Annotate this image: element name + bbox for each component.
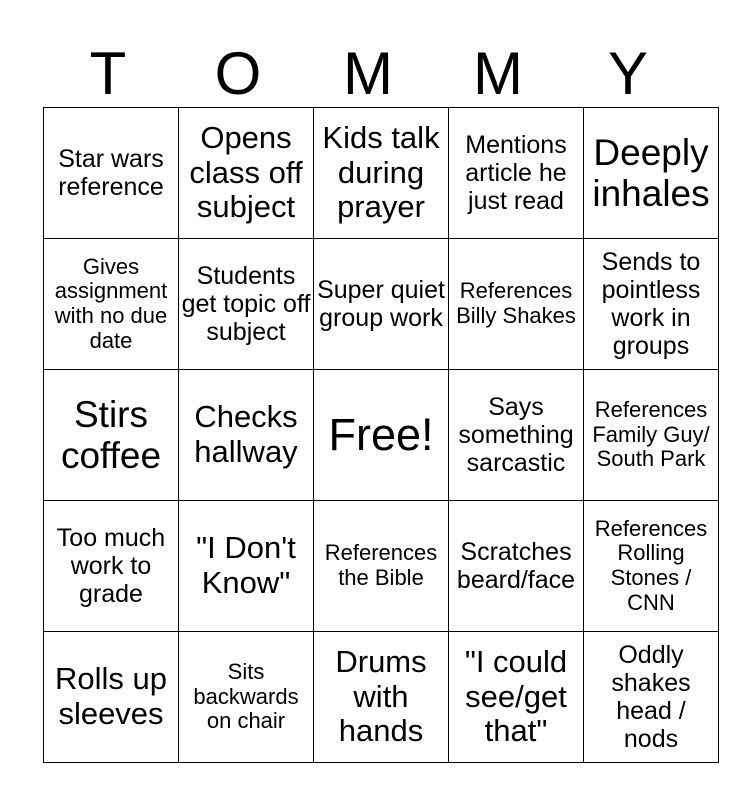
- header-letter-m-2: M: [473, 40, 523, 107]
- board-row: [44, 370, 719, 501]
- bingo-cell[interactable]: Rolls up sleeves: [44, 632, 179, 763]
- bingo-board: [43, 107, 719, 763]
- bingo-cell[interactable]: Sends to pointless work in groups: [584, 239, 719, 370]
- bingo-cell[interactable]: Says something sarcastic: [449, 370, 584, 501]
- bingo-cell[interactable]: References Family Guy/ South Park: [584, 370, 719, 501]
- bingo-cell[interactable]: Stirs coffee: [44, 370, 179, 501]
- bingo-cell[interactable]: References Rolling Stones / CNN: [584, 501, 719, 632]
- bingo-cell[interactable]: Mentions article he just read: [449, 108, 584, 239]
- bingo-cell[interactable]: Super quiet group work: [314, 239, 449, 370]
- header-letter-o: O: [214, 40, 262, 107]
- bingo-cell[interactable]: Kids talk during prayer: [314, 108, 449, 239]
- bingo-cell[interactable]: References Billy Shakes: [449, 239, 584, 370]
- bingo-cell[interactable]: Students get topic off subject: [179, 239, 314, 370]
- board-row: [44, 501, 719, 632]
- bingo-cell[interactable]: Scratches beard/face: [449, 501, 584, 632]
- bingo-cell[interactable]: "I Don't Know": [179, 501, 314, 632]
- bingo-header: [43, 40, 693, 108]
- free-cell[interactable]: Free!: [314, 370, 449, 501]
- bingo-cell[interactable]: "I could see/get that": [449, 632, 584, 763]
- bingo-cell[interactable]: Too much work to grade: [44, 501, 179, 632]
- board-row: [44, 632, 719, 763]
- bingo-cell[interactable]: Oddly shakes head / nods: [584, 632, 719, 763]
- bingo-cell[interactable]: Checks hallway: [179, 370, 314, 501]
- header-letter-m: M: [343, 40, 393, 107]
- header-letter-y: Y: [607, 40, 649, 107]
- bingo-cell[interactable]: Opens class off subject: [179, 108, 314, 239]
- bingo-cell[interactable]: Sits backwards on chair: [179, 632, 314, 763]
- bingo-cell[interactable]: Drums with hands: [314, 632, 449, 763]
- bingo-cell[interactable]: Deeply inhales: [584, 108, 719, 239]
- board-row: [44, 108, 719, 239]
- bingo-cell[interactable]: Gives assignment with no due date: [44, 239, 179, 370]
- bingo-cell[interactable]: Star wars reference: [44, 108, 179, 239]
- board-row: [44, 239, 719, 370]
- bingo-cell[interactable]: References the Bible: [314, 501, 449, 632]
- header-letter-t: T: [89, 40, 127, 107]
